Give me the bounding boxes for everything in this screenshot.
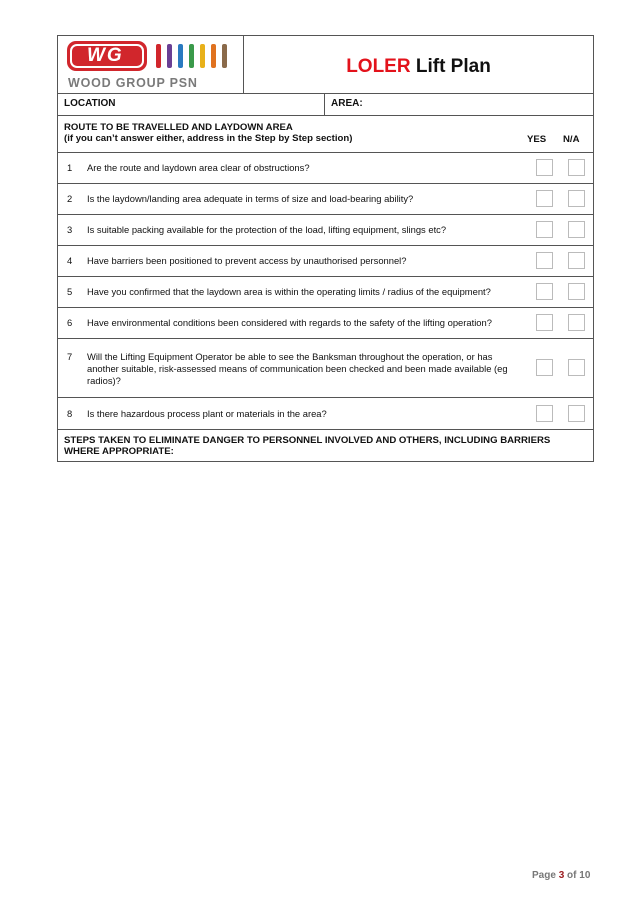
page-number: 3 bbox=[558, 870, 565, 881]
question-row bbox=[58, 398, 593, 430]
area-label: AREA: bbox=[331, 98, 363, 109]
logo-stripe bbox=[167, 44, 172, 68]
question-row bbox=[58, 153, 593, 184]
route-subtitle: (if you can’t answer either, address in the Step by Step section) bbox=[64, 133, 353, 144]
yes-checkbox[interactable] bbox=[536, 159, 553, 176]
question-row bbox=[58, 246, 593, 277]
route-section-header bbox=[58, 116, 593, 153]
logo-company-name: WOOD GROUP PSN bbox=[68, 76, 198, 90]
question-row bbox=[58, 215, 593, 246]
yes-checkbox[interactable] bbox=[536, 252, 553, 269]
yes-checkbox[interactable] bbox=[536, 190, 553, 207]
yes-column-header: YES bbox=[527, 134, 547, 145]
lift-plan-form bbox=[57, 35, 594, 462]
na-checkbox[interactable] bbox=[568, 405, 585, 422]
question-text: Have barriers been positioned to prevent access by unauthorised personnel? bbox=[87, 255, 407, 266]
yes-checkbox[interactable] bbox=[536, 359, 553, 376]
page-of-label: of bbox=[567, 870, 577, 881]
na-checkbox[interactable] bbox=[568, 190, 585, 207]
question-row bbox=[58, 308, 593, 339]
yes-checkbox[interactable] bbox=[536, 405, 553, 422]
logo-stripe bbox=[178, 44, 183, 68]
na-checkbox[interactable] bbox=[568, 252, 585, 269]
logo-stripe bbox=[211, 44, 216, 68]
na-checkbox[interactable] bbox=[568, 283, 585, 300]
question-number: 6 bbox=[67, 317, 73, 328]
na-checkbox[interactable] bbox=[568, 314, 585, 331]
question-number: 2 bbox=[67, 193, 73, 204]
question-number: 5 bbox=[67, 286, 73, 297]
na-checkbox[interactable] bbox=[568, 359, 585, 376]
question-number: 3 bbox=[67, 224, 73, 235]
title-cell bbox=[244, 36, 593, 93]
yes-checkbox[interactable] bbox=[536, 314, 553, 331]
question-number: 8 bbox=[67, 408, 73, 419]
page-title bbox=[346, 56, 491, 78]
na-checkbox[interactable] bbox=[568, 159, 585, 176]
location-field[interactable] bbox=[58, 94, 325, 115]
yes-checkbox[interactable] bbox=[536, 221, 553, 238]
page-footer bbox=[532, 870, 590, 881]
question-text: Is there hazardous process plant or materials in the area? bbox=[87, 408, 327, 419]
question-number: 4 bbox=[67, 255, 73, 266]
question-number: 7 bbox=[67, 351, 73, 362]
na-column-header: N/A bbox=[563, 134, 580, 145]
location-row bbox=[58, 94, 593, 116]
company-logo bbox=[58, 36, 244, 93]
location-label: LOCATION bbox=[64, 98, 116, 109]
question-text: Is suitable packing available for the protection of the load, lifting equipment, slings etc? bbox=[87, 224, 447, 235]
yes-checkbox[interactable] bbox=[536, 283, 553, 300]
area-field[interactable] bbox=[325, 94, 593, 115]
question-text: Is the laydown/landing area adequate in terms of size and load-bearing ability? bbox=[87, 193, 414, 204]
logo-stripe bbox=[222, 44, 227, 68]
logo-stripe bbox=[189, 44, 194, 68]
page-total: 10 bbox=[579, 870, 591, 881]
question-row bbox=[58, 277, 593, 308]
question-text: Have you confirmed that the laydown area is within the operating limits / radius of the equipment? bbox=[87, 286, 491, 297]
question-list bbox=[58, 153, 593, 430]
question-number: 1 bbox=[67, 162, 73, 173]
logo-stripe bbox=[200, 44, 205, 68]
question-text: Have environmental conditions been considered with regards to the safety of the lifting operation? bbox=[87, 317, 492, 328]
title-loler: LOLER bbox=[346, 55, 411, 77]
logo-stripe bbox=[156, 44, 161, 68]
question-row bbox=[58, 184, 593, 215]
route-title: ROUTE TO BE TRAVELLED AND LAYDOWN AREA bbox=[64, 122, 293, 133]
question-text: Will the Lifting Equipment Operator be able to see the Banksman throughout the operation, or has another suitable, risk-assessed means of communication been checked and been made available (eg radios)? bbox=[87, 351, 508, 386]
na-checkbox[interactable] bbox=[568, 221, 585, 238]
logo-monogram: WG bbox=[87, 45, 124, 66]
form-header bbox=[58, 36, 593, 94]
question-text: Are the route and laydown area clear of obstructions? bbox=[87, 162, 310, 173]
page-label: Page bbox=[532, 870, 556, 881]
title-lift-plan: Lift Plan bbox=[410, 55, 491, 77]
steps-section-header bbox=[58, 430, 593, 461]
question-row bbox=[58, 339, 593, 398]
steps-title: STEPS TAKEN TO ELIMINATE DANGER TO PERSONNEL INVOLVED AND OTHERS, INCLUDING BARRIERS WHERE APPROPRIATE: bbox=[64, 435, 551, 457]
